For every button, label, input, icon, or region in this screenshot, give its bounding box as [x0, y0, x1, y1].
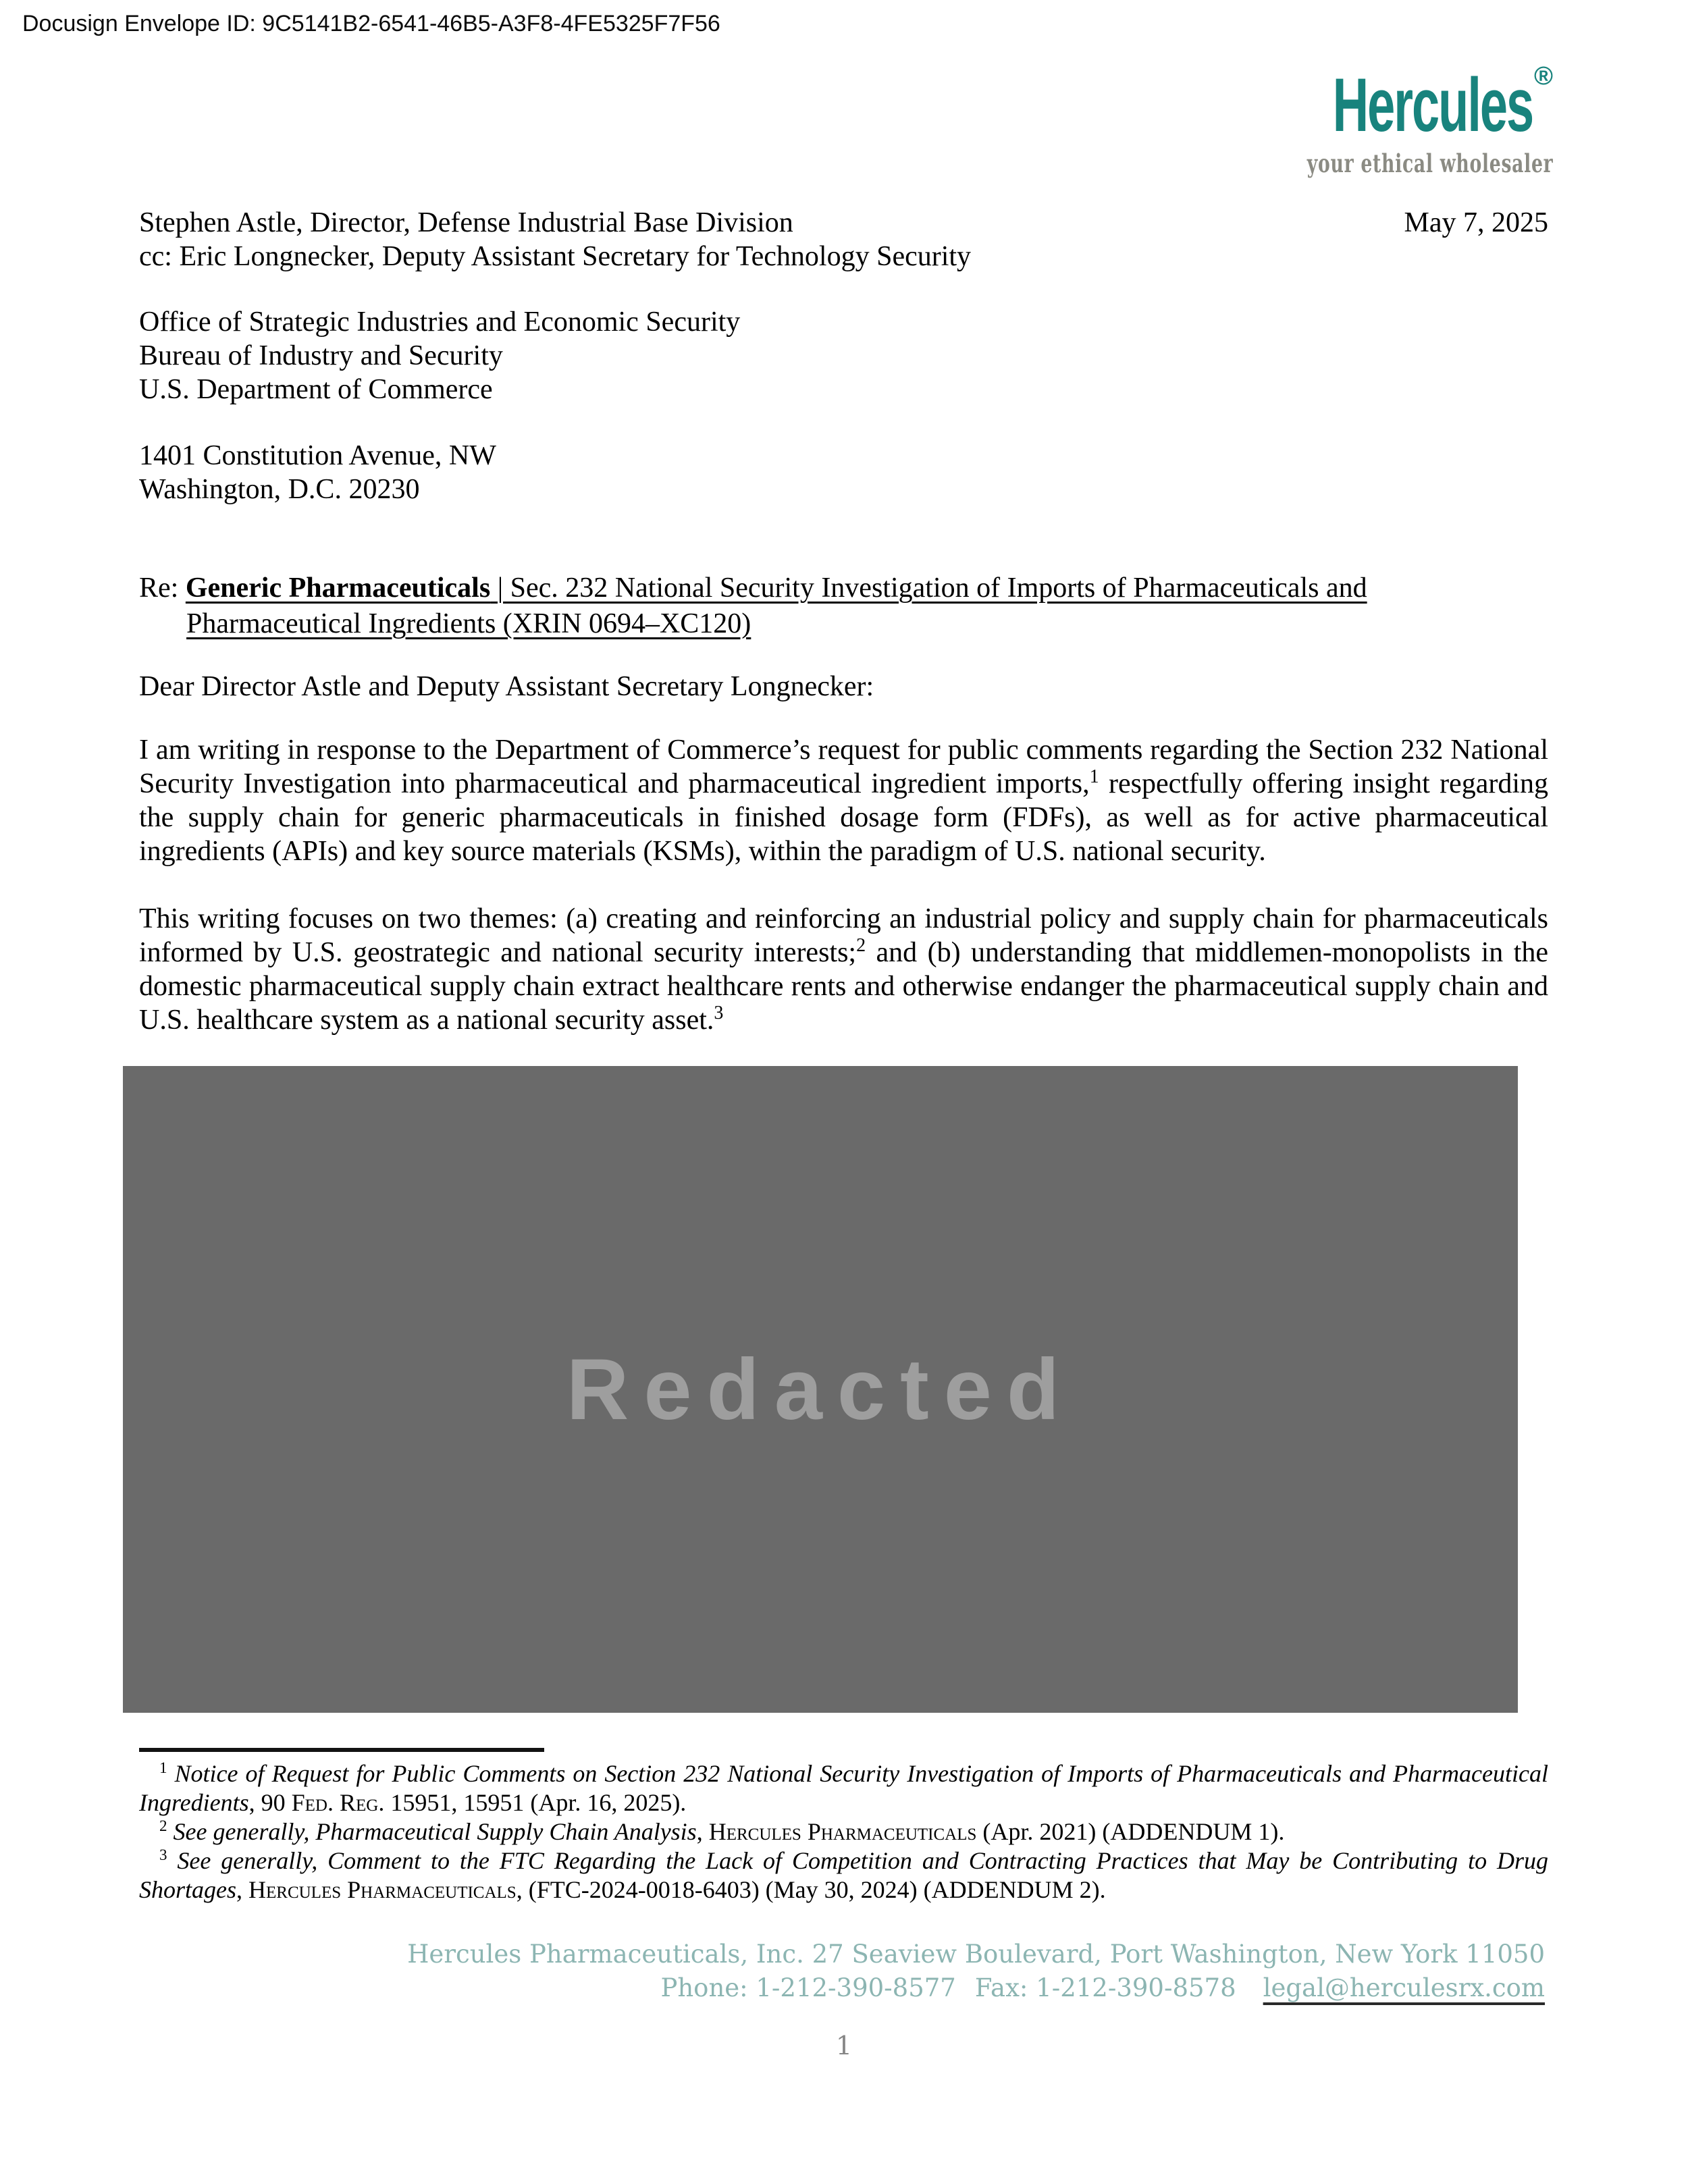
footer-email-link[interactable]: legal@herculesrx.com — [1263, 1973, 1545, 2002]
redaction-box — [123, 1066, 1518, 1713]
recipient-row — [139, 206, 1548, 240]
footnote-1-title: Notice of Request for Public Comments on Section 232 National Security Investigation of Imports of Pharmaceuticals and Pharmaceutical Ingredients — [139, 1760, 1549, 1816]
footnote-2-title: See generally, Pharmaceutical Supply Chain Analysis — [173, 1818, 697, 1845]
registered-trademark-icon: ® — [1534, 62, 1553, 90]
subject-rest: | Sec. 232 National Security Investigation of Imports of Pharmaceuticals and — [490, 572, 1367, 604]
footnote-separator — [139, 1748, 544, 1752]
subject-underlined-part — [186, 572, 1367, 604]
footnote-1-mid: , 90 — [248, 1789, 292, 1816]
footnote-1-tail: 15951, 15951 (Apr. 16, 2025). — [384, 1789, 687, 1816]
footnote-3-marker: 3 — [159, 1846, 167, 1863]
logo-tagline: your ethical wholesaler — [1307, 149, 1553, 178]
subject-line-2 — [186, 606, 1548, 642]
subject-line-2-text: Pharmaceutical Ingredients (XRIN 0694–XC120) — [186, 608, 751, 639]
redacted-label: Redacted — [566, 1341, 1075, 1438]
docusign-envelope-id: Docusign Envelope ID: 9C5141B2-6541-46B5-A3F8-4FE5325F7F56 — [22, 11, 720, 36]
body-paragraph-1 — [139, 733, 1548, 868]
org-line-office: Office of Strategic Industries and Economic Security — [139, 307, 741, 338]
letter-date: May 7, 2025 — [1404, 207, 1548, 238]
logo-tagline-row — [1211, 143, 1553, 178]
footnote-ref-3: 3 — [714, 1003, 724, 1023]
org-line-department: U.S. Department of Commerce — [139, 374, 493, 405]
footnote-2-mid: , — [696, 1818, 709, 1845]
page-number: 1 — [835, 2031, 853, 2060]
footnote-1-smallcaps: Fed. Reg. — [291, 1789, 385, 1816]
salutation: Dear Director Astle and Deputy Assistant Secretary Longnecker: — [139, 671, 874, 702]
logo-wordmark-row — [1211, 62, 1553, 147]
subject-line-1 — [139, 570, 1548, 606]
footnote-2-marker: 2 — [159, 1817, 167, 1834]
body-paragraph-2 — [139, 902, 1548, 1037]
footnote-ref-2: 2 — [856, 935, 866, 956]
footer-phone: Phone: 1-212-390-8577 — [660, 1973, 956, 2002]
footnotes-block — [139, 1759, 1548, 1905]
para2-text: This writing focuses on two themes: (a) creating and reinforcing an industrial policy and supply chain for pharmaceuticals informed by U.S. geostrategic and national security interests; — [139, 903, 1548, 968]
org-block — [139, 305, 1548, 406]
letterhead-footer — [407, 1938, 1545, 2005]
subject-prefix: Re: — [139, 572, 186, 604]
para1-text: I am writing in response to the Department of Commerce’s request for public comments regarding the Section 232 National Security Investigation into pharmaceutical and pharmaceutical ingredient imports, — [139, 735, 1548, 799]
footnote-2 — [139, 1817, 1548, 1846]
footnote-3-mid: , — [236, 1876, 248, 1903]
hercules-logo — [1211, 62, 1553, 178]
hercules-wordmark: Hercules — [1332, 63, 1533, 147]
address-street: 1401 Constitution Avenue, NW — [139, 440, 496, 471]
footer-fax: Fax: 1-212-390-8578 — [974, 1973, 1236, 2002]
address-block — [139, 439, 1548, 506]
footnote-3-tail: , (FTC-2024-0018-6403) (May 30, 2024) (ADDENDUM 2). — [516, 1876, 1106, 1903]
footer-contact-line — [407, 1971, 1545, 2005]
subject-bold-title: Generic Pharmaceuticals — [185, 572, 491, 604]
footnote-1 — [139, 1759, 1548, 1817]
cc-line: cc: Eric Longnecker, Deputy Assistant Secretary for Technology Security — [139, 241, 972, 272]
footnote-2-smallcaps: Hercules Pharmaceuticals — [708, 1818, 977, 1845]
subject-block — [139, 570, 1548, 642]
footnote-ref-1: 1 — [1089, 766, 1099, 787]
footer-address-line: Hercules Pharmaceuticals, Inc. 27 Seaview Boulevard, Port Washington, New York 11050 — [407, 1940, 1545, 1969]
para1-text-cont: respectfully offering insight regarding the supply chain for generic pharmaceuticals in finished dosage form (FDFs), as well as for active pharmaceutical ingredients (APIs) and key source materials (KSMs), within the paradigm of U.S. national security. — [139, 768, 1548, 867]
footnote-3-title: See generally, Comment to the FTC Regarding the Lack of Competition and Contracting Practices that May be Contributing to Drug Shortages — [139, 1847, 1548, 1903]
para2-text-cont: and (b) understanding that middlemen-monopolists in the domestic pharmaceutical supply chain extract healthcare rents and otherwise endanger the pharmaceutical supply chain and U.S. healthcare system as a national security asset. — [139, 937, 1548, 1036]
footnote-1-marker: 1 — [159, 1759, 167, 1776]
recipient-line: Stephen Astle, Director, Defense Industrial Base Division — [139, 207, 793, 238]
footnote-2-tail: (Apr. 2021) (ADDENDUM 1). — [976, 1818, 1285, 1845]
footnote-3-smallcaps: Hercules Pharmaceuticals — [248, 1876, 517, 1903]
address-city: Washington, D.C. 20230 — [139, 474, 420, 505]
org-line-bureau: Bureau of Industry and Security — [139, 340, 503, 371]
footnote-3 — [139, 1846, 1548, 1905]
